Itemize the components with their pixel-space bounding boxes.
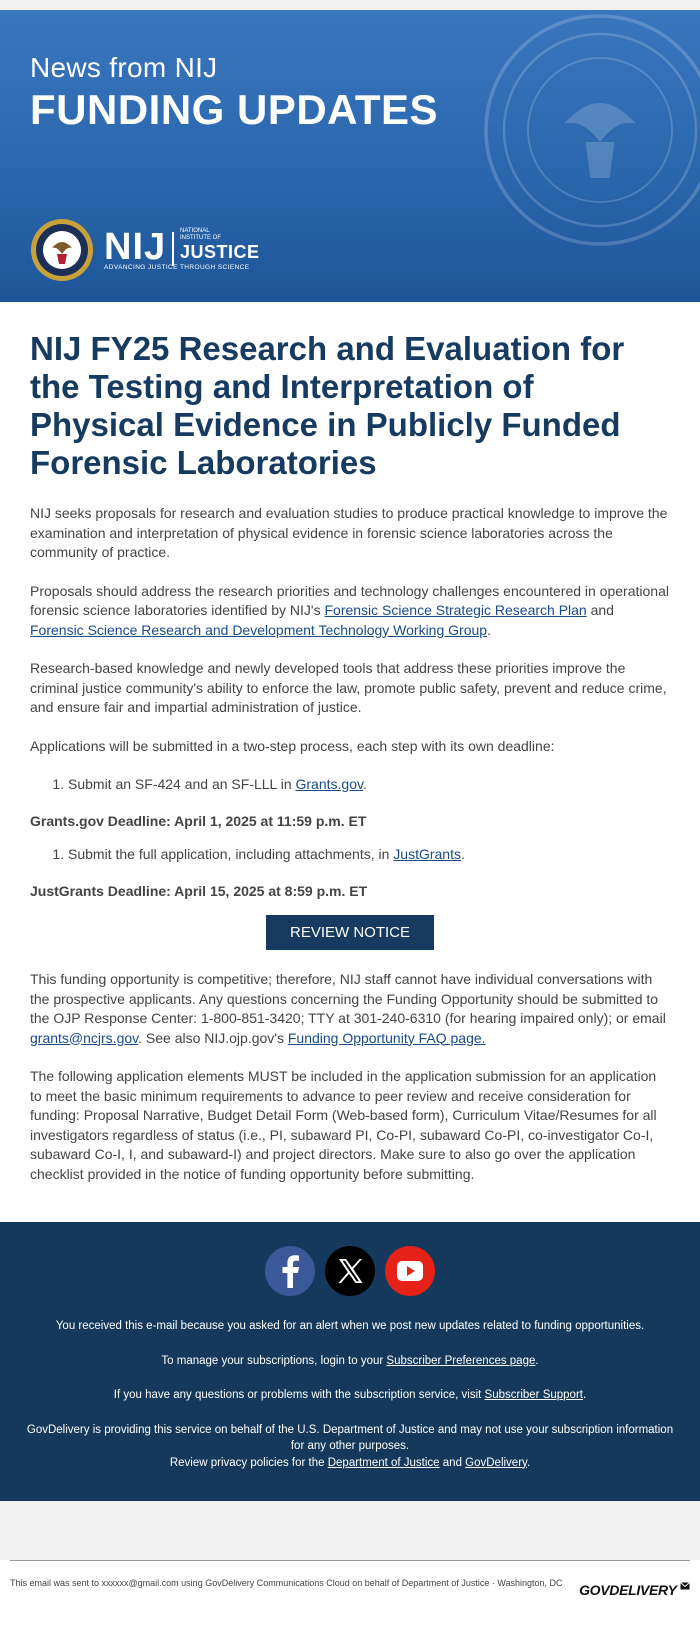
p2-text-mid: and bbox=[586, 602, 614, 618]
nij-justice-text: JUSTICE bbox=[180, 242, 260, 262]
step-list-2 bbox=[30, 845, 670, 864]
envelope-icon bbox=[680, 1582, 690, 1590]
nij-tagline: ADVANCING JUSTICE THROUGH SCIENCE bbox=[104, 264, 250, 271]
paragraph-knowledge: Research-based knowledge and newly developed tools that address these priorities improve the criminal justice community's ability to enforce the law, promote public safety, prevent and reduce crime, and ensure fair and impartial administration of justice. bbox=[30, 660, 667, 715]
govdelivery-logo-text: GOVDELIVERY bbox=[579, 1582, 677, 1598]
header-banner bbox=[0, 10, 700, 302]
youtube-icon[interactable] bbox=[385, 1246, 435, 1296]
paragraph-requirements: The following application elements MUST be included in the application submission for an application to meet the basic minimum requirements to advance to peer review and receive consideration for funding: Proposal Narrative, Budget Detail Form (Web-based form), Curriculum Vitae/Resumes for all investigators regardless of status (i.e., PI, subaward PI, Co-PI, subaward Co-PI, co-investigator Co-I, subaward Co-I, I, and subaward-I) and project directors. Make sure to also go over the application checklist provided in the notice of funding opportunity before submitting. bbox=[30, 1068, 657, 1182]
f4-mid: and bbox=[439, 1456, 466, 1469]
justgrants-link[interactable]: JustGrants bbox=[393, 846, 461, 862]
doj-seal-watermark-icon bbox=[480, 10, 700, 250]
header-title: FUNDING UPDATES bbox=[30, 86, 439, 133]
step2-text: Submit the full application, including attachments, in bbox=[68, 846, 394, 862]
f4-text-line1: GovDelivery is providing this service on behalf of the U.S. Department of Justice and may not use your subscription information for any other purposes. bbox=[26, 1423, 674, 1452]
f2-text: To manage your subscriptions, login to your bbox=[161, 1354, 387, 1367]
social-links bbox=[20, 1246, 680, 1296]
strategic-research-plan-link[interactable]: Forensic Science Strategic Research Plan bbox=[324, 602, 587, 618]
review-notice-button[interactable]: REVIEW NOTICE bbox=[266, 915, 434, 950]
bottom-bar bbox=[0, 1560, 700, 1632]
x-twitter-icon[interactable] bbox=[325, 1246, 375, 1296]
step1-end: . bbox=[362, 776, 367, 792]
paragraph-process: Applications will be submitted in a two-step process, each step with its own deadline: bbox=[30, 737, 555, 754]
f3-text: If you have any questions or problems with the subscription service, visit bbox=[113, 1389, 485, 1401]
step2-end: . bbox=[461, 846, 465, 862]
email-container bbox=[0, 10, 700, 1501]
grants-email-link[interactable]: grants@ncjrs.gov bbox=[30, 1029, 139, 1046]
nij-acronym: NIJ bbox=[104, 226, 167, 268]
subscriber-support-link[interactable]: Subscriber Support bbox=[484, 1389, 583, 1401]
p5-text-start: This funding opportunity is competitive; therefore, NIJ staff cannot have individual conversations with the prospective applicants. Any questions concerning the Funding Opportunity should be submitted to the OJP Response Center: 1-800-851-3420; TTY at 301-240-6310 (for hearing impaired only); or email bbox=[30, 971, 666, 1026]
top-strip bbox=[0, 0, 700, 10]
subscriber-preferences-link[interactable]: Subscriber Preferences page bbox=[386, 1354, 536, 1367]
footer-support bbox=[20, 1387, 680, 1404]
footer bbox=[0, 1222, 700, 1501]
govdelivery-privacy-link[interactable]: GovDelivery bbox=[465, 1456, 527, 1469]
article-body bbox=[0, 302, 700, 1222]
doj-privacy-link[interactable]: Department of Justice bbox=[327, 1456, 440, 1469]
p2-text-start: Proposals should address the research priorities and technology challenges encountered in operational forensic science laboratories identified by NIJ's bbox=[30, 582, 669, 618]
grants-gov-link[interactable]: Grants.gov bbox=[295, 776, 363, 792]
f2-end: . bbox=[535, 1354, 539, 1367]
step-list-1 bbox=[30, 775, 670, 794]
facebook-icon[interactable] bbox=[265, 1246, 315, 1296]
technology-working-group-link[interactable]: Forensic Science Research and Development Technology Working Group bbox=[30, 621, 488, 638]
step1-text: Submit an SF-424 and an SF-LLL in bbox=[68, 776, 296, 792]
article-title: NIJ FY25 Research and Evaluation for the Testing and Interpretation of Physical Evidence in Publicly Funded Forensic Laboratories bbox=[30, 330, 625, 481]
sent-to-notice: This email was sent to xxxxxx@gmail.com using GovDelivery Communications Cloud on behalf of Department of Justice · Washington, DC bbox=[10, 1578, 563, 1588]
f4-end: . bbox=[526, 1456, 531, 1469]
nij-divider bbox=[172, 232, 174, 266]
grants-gov-deadline: Grants.gov Deadline: April 1, 2025 at 11:59 p.m. ET bbox=[30, 813, 367, 829]
p5-text-mid: . See also NIJ.ojp.gov's bbox=[138, 1029, 288, 1046]
govdelivery-logo[interactable] bbox=[579, 1582, 690, 1598]
footer-govdelivery-notice bbox=[20, 1422, 680, 1472]
header-kicker: News from NIJ bbox=[30, 52, 218, 83]
footer-alert-notice: You received this e-mail because you asked for an alert when we post new updates related to funding opportunities. bbox=[55, 1320, 645, 1332]
paragraph-priorities bbox=[30, 582, 670, 641]
f3-end: . bbox=[582, 1389, 587, 1401]
nij-seal-icon bbox=[30, 218, 94, 282]
list-item bbox=[68, 775, 670, 794]
p2-text-end: . bbox=[487, 621, 491, 638]
paragraph-contact bbox=[30, 970, 670, 1048]
paragraph-intro: NIJ seeks proposals for research and evaluation studies to produce practical knowledge to improve the examination and interpretation of physical evidence in forensic science laboratories across the community of practice. bbox=[30, 505, 668, 560]
justgrants-deadline: JustGrants Deadline: April 15, 2025 at 8:59 p.m. ET bbox=[30, 883, 368, 899]
footer-manage-subscriptions bbox=[20, 1353, 680, 1370]
f4-text: Review privacy policies for the bbox=[169, 1456, 328, 1469]
nij-logo[interactable] bbox=[30, 218, 260, 284]
bottom-divider bbox=[10, 1560, 690, 1561]
nij-small-text: NATIONAL INSTITUTE OF bbox=[180, 228, 221, 241]
funding-faq-link[interactable]: Funding Opportunity FAQ page. bbox=[287, 1029, 486, 1046]
list-item bbox=[68, 845, 670, 864]
button-row bbox=[30, 915, 670, 950]
